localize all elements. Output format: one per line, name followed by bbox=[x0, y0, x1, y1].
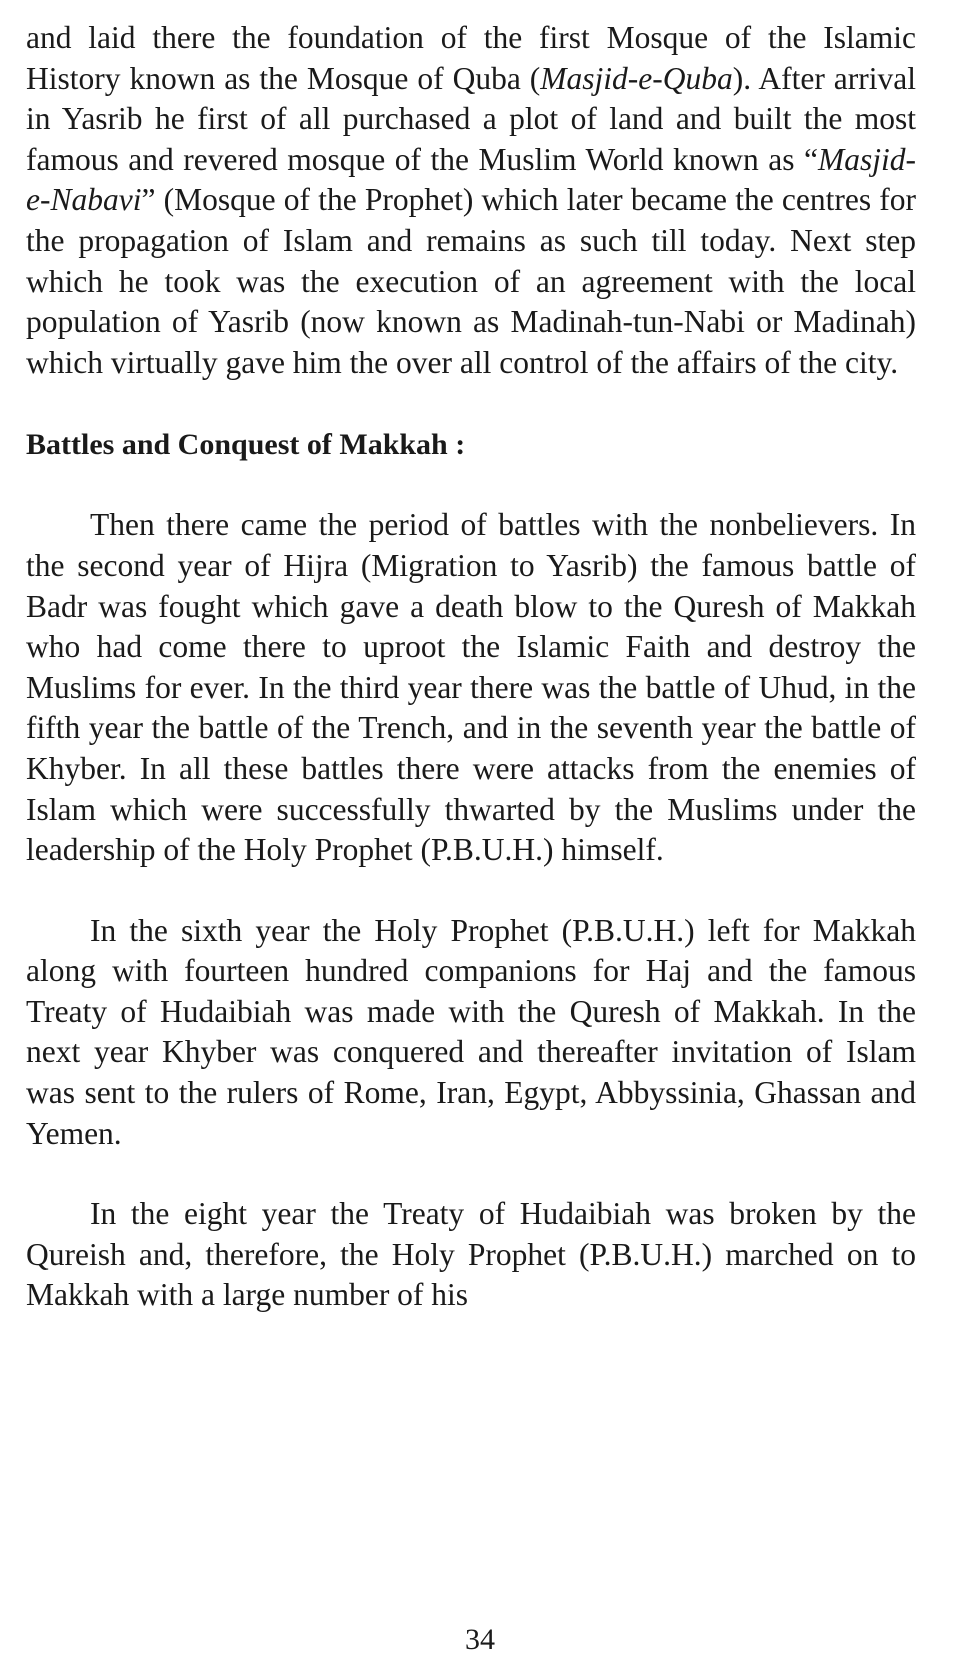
paragraph-1-part-3: ” (Mosque of the Prophet) which later became the centres for the propagation of Islam and remains as such till today. Next step which he took was the execution of an agreement with the local population of Yasrib (now known as Madinah-tun-Nabi or Madinah) which virtually gave him the over all control of the affairs of the city. bbox=[26, 182, 916, 380]
paragraph-4: In the eight year the Treaty of Hudaibiah was broken by the Qureish and, therefore, the Holy Prophet (P.B.U.H.) marched on to Makkah with a large number of his bbox=[26, 1196, 916, 1313]
paragraph-1-part-1: and laid there the foundation of the first Mosque of the Islamic History known as the Mosque of Quba ( bbox=[26, 20, 916, 96]
paragraph-1 bbox=[26, 18, 916, 383]
masjid-e-nabavi-term: Masjid-e-Nabavi bbox=[26, 141, 916, 218]
section-heading: Battles and Conquest of Makkah : bbox=[26, 428, 466, 462]
page-number: 34 bbox=[465, 1623, 495, 1656]
paragraph-3: In the sixth year the Holy Prophet (P.B.U.H.) left for Makkah along with fourteen hundred companions for Haj and the famous Treaty of Hudaibiah was made with the Quresh of Makkah. In the next year Khyber was conquered and thereafter invitation of Islam was sent to the rulers of Rome, Iran, Egypt, Abbyssinia, Ghassan and Yemen. bbox=[26, 912, 916, 1151]
page-body bbox=[26, 18, 916, 1316]
paragraph-2: Then there came the period of battles with the nonbelievers. In the second year of Hijra (Migration to Yasrib) the famous battle of Badr was fought which gave a death blow to the Quresh of Makkah who had come there to uproot the Islamic Faith and destroy the Muslims for ever. In the third year there was the battle of Uhud, in the fifth year the battle of the Trench, and in the seventh year the battle of Khyber. In all these battles there were attacks from the enemies of Islam which were successfully thwarted by the Muslims under the leadership of the Holy Prophet (P.B.U.H.) himself. bbox=[26, 507, 916, 868]
masjid-e-quba-term: Masjid-e-Quba bbox=[540, 60, 733, 96]
paragraph-1-part-2: ). After arrival in Yasrib he first of all purchased a plot of land and built the most famous and revered mosque of the Muslim World known as “ bbox=[26, 60, 916, 177]
